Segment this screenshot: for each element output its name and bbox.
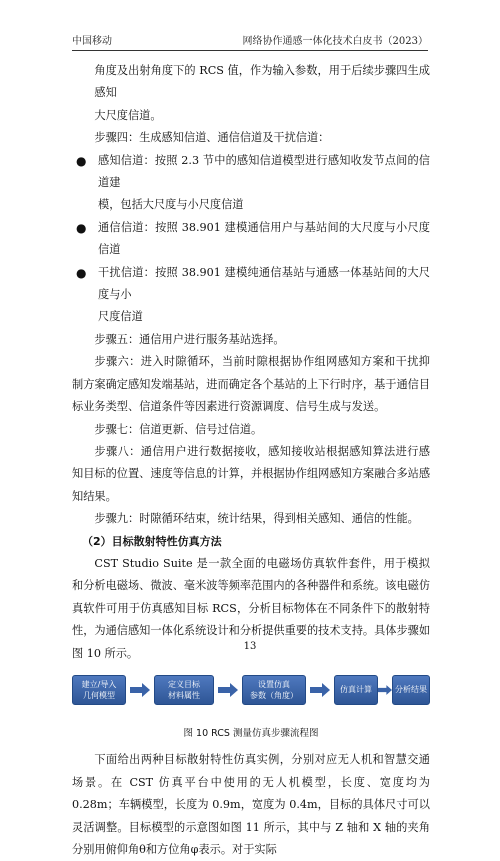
header-divider (72, 50, 428, 51)
flow-box-import-geometry: 建立/导入 几何模型 (72, 675, 126, 705)
section-heading: （2）目标散射特性仿真方法 (82, 534, 222, 548)
step-six: 步骤六：进入时隙循环，当前时隙根据协作组网感知方案和干扰抑制方案确定感知发端基站，进而确定各个基站的上下行时序，基于通信目标业务类型、信道条件等因素进行资源调度、信号生成与发送。 (72, 355, 431, 414)
body-content (72, 60, 430, 861)
figure-caption: 图 10 RCS 测量仿真步骤流程图 (183, 727, 319, 739)
bullet-text: 感知信道：按照 2.3 节中的感知信道模型进行感知收发节点间的信道建 (98, 153, 430, 190)
step-four: 步骤四：生成感知信道、通信信道及干扰信道： (94, 131, 330, 145)
flow-arrow-icon (130, 683, 150, 697)
paragraph-continuation: 角度及出射角度下的 RCS 值，作为输入参数，用于后续步骤四生成感知 (94, 64, 430, 100)
header-left: 中国移动 (72, 36, 112, 47)
flow-box-define-material: 定义目标 材料属性 (154, 675, 214, 705)
examples-paragraph: 下面给出两种目标散射特性仿真实例，分别对应无人机和智慧交通场景。在 CST 仿真平台中使用的无人机模型，长度、宽度均为 0.28m；车辆模型，长度为 0.9m，宽度为 0.4m，目标的具体尺寸可以灵活调整。目标模型的示意图如图 11 所示，其中与 Z 轴和 X 轴的夹角分别用俯仰角θ和方位角φ表示。对于实际 (72, 753, 430, 856)
page-number: 13 (243, 641, 257, 652)
bullet-text-cont: 尺度信道 (98, 310, 143, 324)
bullet-icon: ● (76, 265, 87, 280)
step-eight: 步骤八：通信用户进行数据接收，感知接收站根据感知算法进行感知目标的位置、速度等信息的计算，并根据协作组网感知方案融合多站感知结果。 (72, 444, 431, 503)
bullet-icon: ● (76, 220, 87, 235)
bullet-text: 干扰信道：按照 38.901 建模纯通信基站与通感一体基站间的大尺度与小 (98, 265, 430, 302)
cst-paragraph: CST Studio Suite 是一款全面的电磁场仿真软件套件，用于模拟和分析电磁场、微波、毫米波等频率范围内的各种器件和系统。该电磁仿真软件可用于仿真感知目标 RCS，分析目标物体在不同条件下的散射特性，为通信感知一体化系统设计和分析提供重要的技术支持。具体步骤如图 10 所示。 (72, 556, 431, 660)
flow-box-analyze-results: 分析结果 (392, 675, 430, 705)
step-nine: 步骤九：时隙循环结束，统计结果，得到相关感知、通信的性能。 (94, 512, 419, 526)
flow-arrow-icon (218, 683, 238, 697)
header-right: 网络协作通感一体化技术白皮书（2023） (242, 36, 428, 47)
paragraph-continuation-end: 大尺度信道。 (94, 108, 162, 122)
bullet-text: 通信信道：按照 38.901 建模通信用户与基站间的大尺度与小尺度信道 (98, 220, 430, 257)
flowchart (72, 671, 430, 719)
page-header (72, 32, 428, 50)
bullet-text-cont: 模，包括大尺度与小尺度信道 (98, 198, 244, 212)
bullet-interference-channel (72, 262, 430, 329)
flow-box-simulate: 仿真计算 (334, 675, 378, 705)
bullet-icon: ● (76, 153, 87, 168)
flow-box-set-parameters: 设置仿真 参数（角度） (242, 675, 306, 705)
flow-arrow-icon (378, 683, 392, 697)
flow-arrow-icon (310, 683, 330, 697)
bullet-sensing-channel (72, 150, 430, 217)
step-seven: 步骤七：信道更新、信号过信道。 (94, 422, 263, 436)
bullet-comm-channel (72, 217, 430, 262)
step-five: 步骤五：通信用户进行服务基站选择。 (94, 332, 285, 346)
